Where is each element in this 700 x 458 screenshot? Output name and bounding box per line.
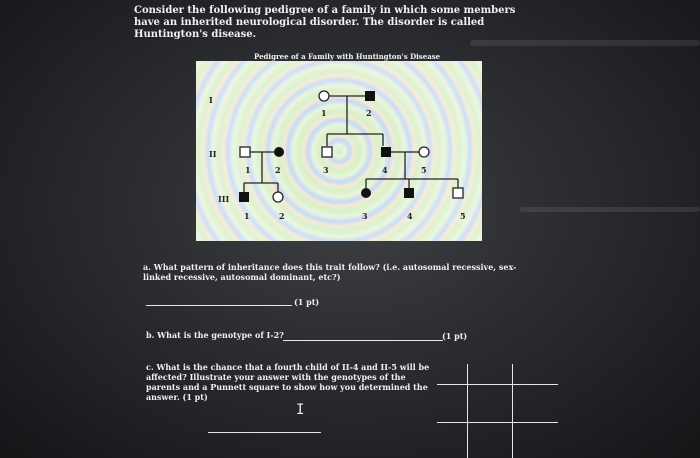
gen-label-I: I (209, 95, 213, 105)
label-II-3: 3 (323, 165, 329, 175)
individual-III-2 (273, 192, 283, 202)
answer-b-line[interactable] (283, 340, 443, 341)
screen-glare (520, 207, 700, 212)
punnett-square[interactable] (437, 364, 558, 458)
text-cursor-icon: I (296, 402, 305, 418)
punnett-hline-top (437, 384, 558, 385)
label-III-3: 3 (362, 211, 368, 221)
question-a-text: a. What pattern of inheritance does this trait follow? (i.e. autosomal recessive, sex-linked recessive, autosomal dominant, etc?) (143, 262, 517, 282)
label-III-5: 5 (460, 211, 466, 221)
label-III-2: 2 (279, 211, 285, 221)
label-II-2: 2 (275, 165, 281, 175)
question-c-text: c. What is the chance that a fourth child of II-4 and II-5 will be affected? Illustrate your answer with the genotypes of the parents and a Punnett square to show how you determined the answer. (1 pt) (146, 362, 430, 402)
label-III-1: 1 (244, 211, 250, 221)
individual-II-3 (322, 147, 332, 157)
individual-III-3 (361, 188, 371, 198)
label-III-4: 4 (407, 211, 413, 221)
punnett-vline-left (467, 364, 468, 458)
intro-text: Consider the following pedigree of a family in which some members have an inherited neurological disorder. The disorder is called Huntington's disease. (134, 5, 516, 40)
question-a-points: (1 pt) (294, 297, 320, 307)
pedigree-chart (196, 61, 482, 241)
gen-label-III: III (218, 194, 230, 204)
individual-I-2 (365, 91, 375, 101)
individual-III-1 (239, 192, 249, 202)
answer-a-line[interactable] (146, 305, 292, 306)
gen-label-II: II (209, 149, 217, 159)
label-II-1: 1 (245, 165, 251, 175)
answer-c-line[interactable] (208, 432, 321, 433)
pedigree-title: Pedigree of a Family with Huntington's Disease (254, 52, 441, 61)
individual-II-2 (274, 147, 284, 157)
label-I-2: 2 (366, 108, 372, 118)
individual-III-4 (404, 188, 414, 198)
punnett-vline-mid (512, 364, 513, 458)
punnett-hline-mid (437, 422, 558, 423)
pedigree-diagram (196, 61, 482, 241)
label-I-1: 1 (321, 108, 327, 118)
question-b-text: b. What is the genotype of I-2? (146, 330, 284, 340)
question-b-points: (1 pt) (442, 331, 468, 341)
individual-II-5 (419, 147, 429, 157)
individual-II-4 (381, 147, 391, 157)
individual-III-5 (453, 188, 463, 198)
label-II-5: 5 (421, 165, 427, 175)
individual-I-1 (319, 91, 329, 101)
individual-II-1 (240, 147, 250, 157)
label-II-4: 4 (382, 165, 388, 175)
